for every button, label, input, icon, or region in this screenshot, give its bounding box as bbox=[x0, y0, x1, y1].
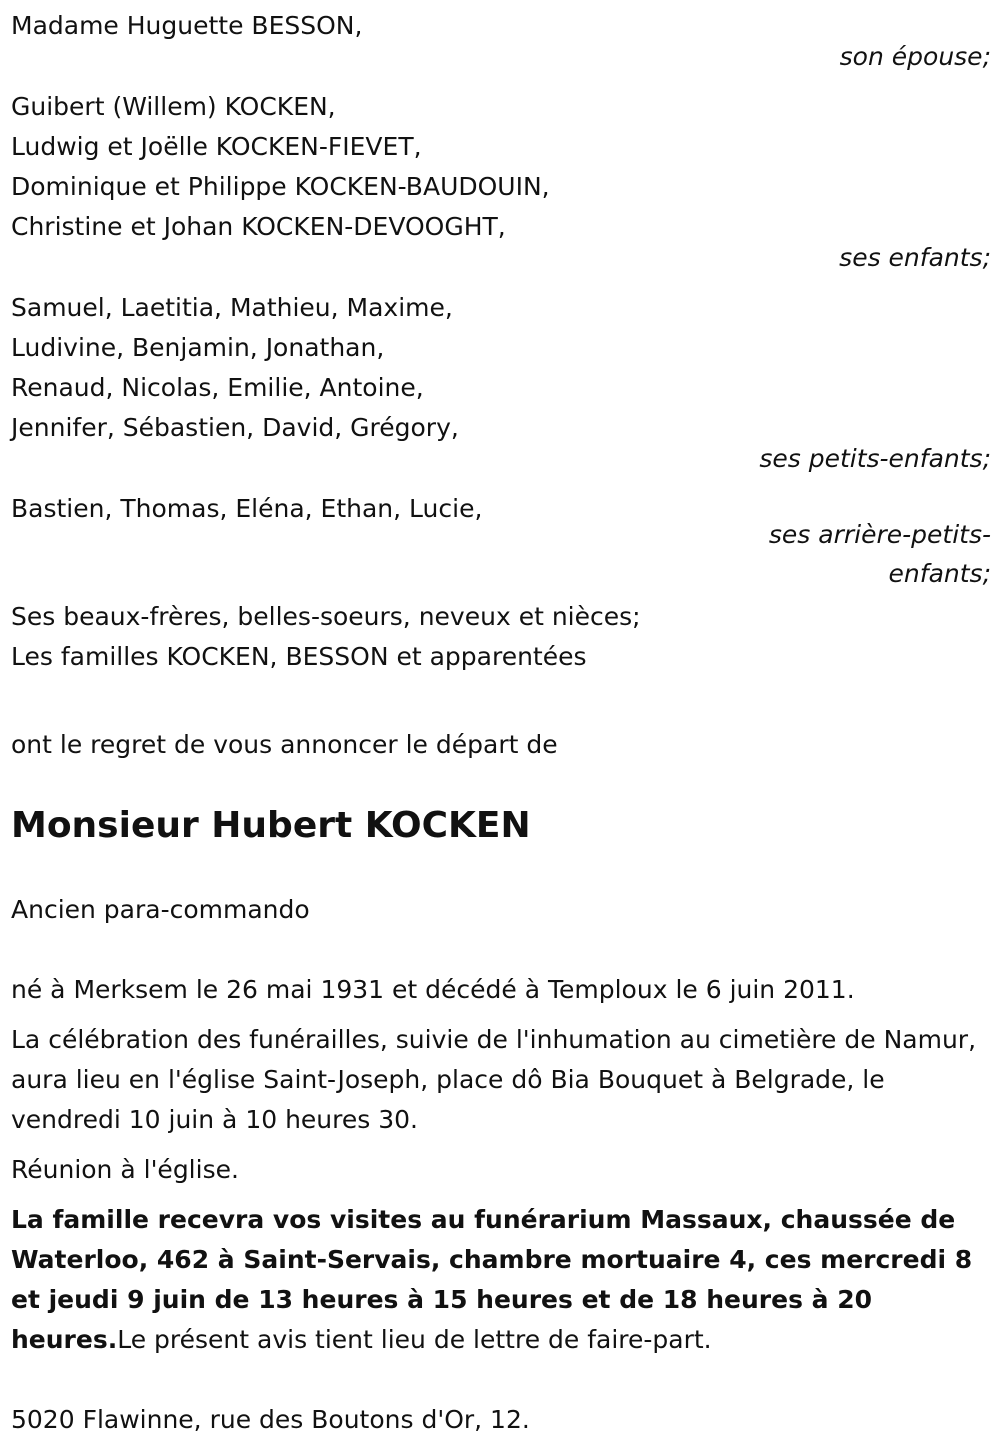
children-role: ses enfants; bbox=[839, 243, 991, 272]
children-group bbox=[11, 87, 991, 277]
ceremony-text: La célébration des funérailles, suivie de l'inhumation au cimetière de Namur, aura lieu en l'église Saint-Joseph, place dô Bia Bouquet à Belgrade, le vendredi 10 juin à 10 heures 30. bbox=[11, 1025, 977, 1134]
grandchild-line: Ludivine, Benjamin, Jonathan, bbox=[11, 333, 385, 362]
notice-text: Le présent avis tient lieu de lettre de faire-part. bbox=[117, 1325, 712, 1354]
extended-family-line: Les familles KOCKEN, BESSON et apparentées bbox=[11, 642, 587, 671]
great-grandchild-line: Bastien, Thomas, Eléna, Ethan, Lucie, bbox=[11, 494, 483, 523]
child-line: Dominique et Philippe KOCKEN-BAUDOUIN, bbox=[11, 172, 550, 201]
visits-paragraph bbox=[11, 1200, 991, 1360]
child-line: Guibert (Willem) KOCKEN, bbox=[11, 92, 336, 121]
extended-family-line: Ses beaux-frères, belles-soeurs, neveux et nièces; bbox=[11, 602, 641, 631]
grandchild-line: Renaud, Nicolas, Emilie, Antoine, bbox=[11, 373, 424, 402]
birth-death-text: né à Merksem le 26 mai 1931 et décédé à Temploux le 6 juin 2011. bbox=[11, 975, 855, 1004]
visits-bold-text: La famille recevra vos visites au funérarium Massaux, chaussée de Waterloo, 462 à Saint-Servais, chambre mortuaire 4, ces mercredi 8 et jeudi 9 juin de 13 heures à 15 heures et de 18 heures à 20 heures. bbox=[11, 1205, 973, 1354]
occupation-text: Ancien para-commando bbox=[11, 895, 310, 924]
address-text: 5020 Flawinne, rue des Boutons d'Or, 12. bbox=[11, 1405, 530, 1434]
announcement-text: ont le regret de vous annoncer le départ de bbox=[11, 730, 558, 759]
grandchild-line: Jennifer, Sébastien, David, Grégory, bbox=[11, 413, 459, 442]
meeting-text: Réunion à l'église. bbox=[11, 1155, 239, 1184]
grandchildren-group bbox=[11, 288, 991, 478]
deceased-name: Monsieur Hubert KOCKEN bbox=[11, 805, 531, 846]
great-grandchildren-group bbox=[11, 489, 991, 593]
obituary-notice bbox=[11, 6, 991, 1440]
spouse-role: son épouse; bbox=[839, 42, 991, 71]
spouse-name: Madame Huguette BESSON, bbox=[11, 11, 363, 40]
spouse-group bbox=[11, 6, 991, 76]
grandchild-line: Samuel, Laetitia, Mathieu, Maxime, bbox=[11, 293, 453, 322]
extended-family-group bbox=[11, 597, 991, 677]
grandchildren-role: ses petits-enfants; bbox=[759, 444, 991, 473]
great-grandchildren-role-line: ses arrière-petits- bbox=[768, 520, 991, 549]
great-grandchildren-role-line: enfants; bbox=[888, 559, 991, 588]
child-line: Ludwig et Joëlle KOCKEN-FIEVET, bbox=[11, 132, 422, 161]
child-line: Christine et Johan KOCKEN-DEVOOGHT, bbox=[11, 212, 506, 241]
